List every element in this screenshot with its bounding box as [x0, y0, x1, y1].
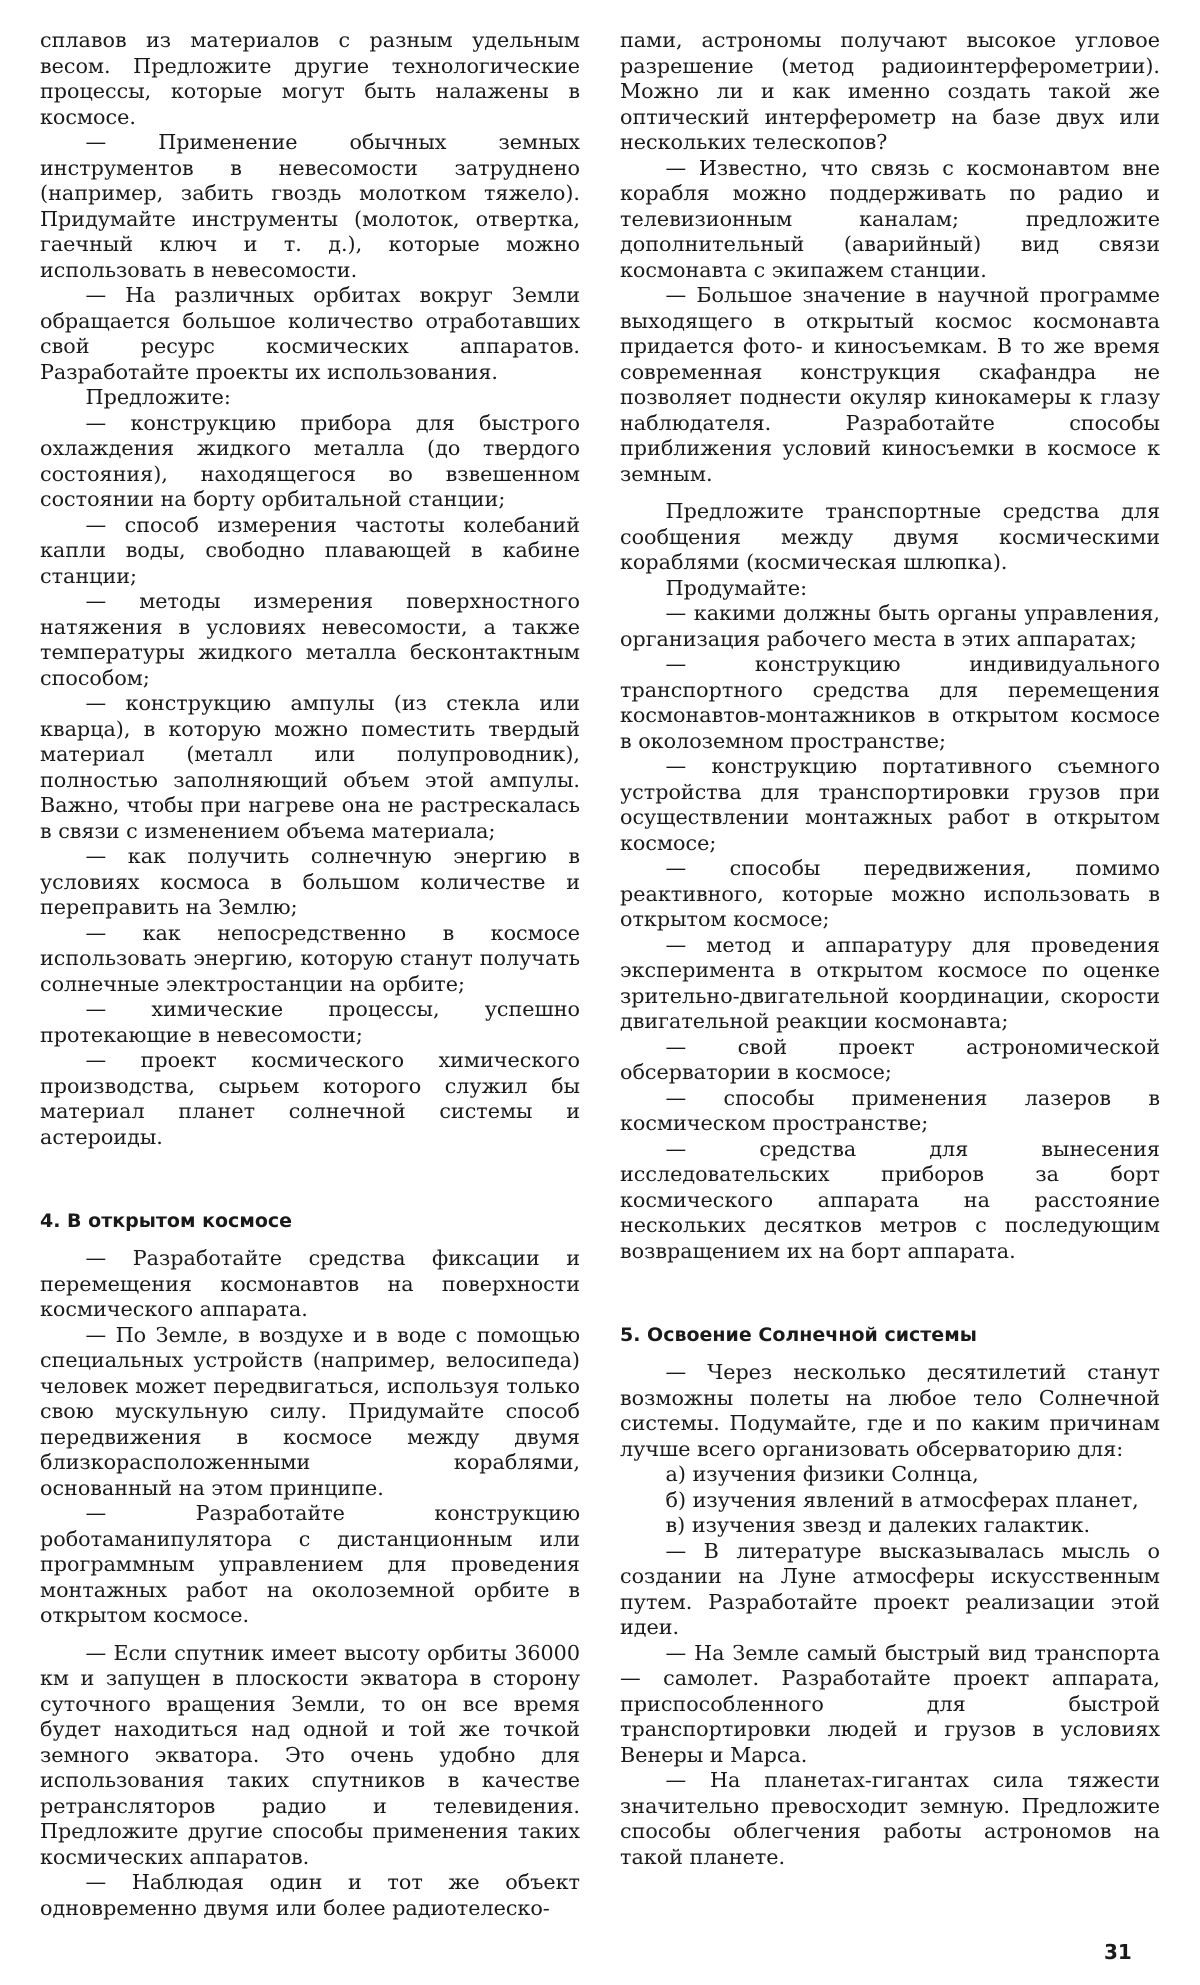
list-item: — свой проект астрономической обсерватории в космосе;: [620, 1034, 1160, 1084]
list-item: — как получить солнечную энергию в условиях космоса в большом количестве и переправить на Землю;: [40, 844, 580, 919]
paragraph-gap: [40, 1629, 580, 1641]
list-item: — способы применения лазеров в космическом пространстве;: [620, 1085, 1160, 1135]
list-item: — какими должны быть органы управления, организация рабочего места в этих аппаратах;: [620, 601, 1160, 651]
section-4-paragraph: — По Земле, в воздухе и в воде с помощью специальных устройств (например, велосипеда) человек может передвигаться, используя только свою мускульную силу. Придумайте способ передвижения в космосе между двумя близкорасположенными кораблями, основанный на этом принципе.: [40, 1322, 580, 1500]
propose-heading: Предложите:: [85, 385, 231, 409]
list-item: — конструкцию портативного съемного устройства для транспортировки грузов при осуществлении монтажных работ в открытом космосе;: [620, 754, 1160, 855]
section-5-intro: — Через несколько десятилетий станут возможны полеты на любое тело Солнечной системы. Подумайте, где и по каким причинам лучше всего организовать обсерваторию для:: [620, 1360, 1160, 1461]
intro-paragraph: сплавов из материалов с разным удельным весом. Предложите другие технологические процессы, которые могут быть налажены в космосе.: [40, 28, 580, 129]
list-item: — способ измерения частоты колебаний капли воды, свободно плавающей в кабине станции;: [40, 512, 580, 588]
list-item: — проект космического химического производства, сырьем которого служил бы материал планет солнечной системы и астероиды.: [40, 1048, 580, 1149]
paragraph-gap: [620, 487, 1160, 499]
left-column: [40, 28, 580, 1921]
list-item: — конструкцию ампулы (из стекла или кварца), в которую можно поместить твердый материал (металл или полупроводник), полностью заполняющий объем этой ампулы. Важно, чтобы при нагреве она не растрескалась в связи с изменением объема материала;: [40, 691, 580, 843]
section-5-paragraph: — На Земле самый быстрый вид транспорта — самолет. Разработайте проект аппарата, приспособленного для быстрой транспортировки людей и грузов в условиях Венеры и Марса.: [620, 1640, 1160, 1767]
list-item: — средства для вынесения исследовательских приборов за борт космического аппарата на расстояние нескольких десятков метров с последующим возвращением их на борт аппарата.: [620, 1136, 1160, 1263]
list-item: — как непосредственно в космосе использовать энергию, которую станут получать солнечные электростанции на орбите;: [40, 920, 580, 996]
paragraph: — Известно, что связь с космонавтом вне корабля можно поддерживать по радио и телевизионным каналам; предложите дополнительный (аварийный) вид связи космонавта с экипажем станции.: [620, 155, 1160, 282]
right-column: [620, 28, 1160, 1870]
section-5-heading: 5. Освоение Солнечной системы: [620, 1324, 977, 1346]
list-item: б) изучения явлений в атмосферах планет,: [665, 1487, 1139, 1512]
list-item: а) изучения физики Солнца,: [665, 1462, 979, 1486]
list-item: — способы передвижения, помимо реактивного, которые можно использовать в открытом космосе;: [620, 856, 1160, 931]
section-5-paragraph: — На планетах-гигантах сила тяжести значительно превосходит земную. Предложите способы облегчения работы астрономов на такой планете.: [620, 1768, 1160, 1869]
list-item: — химические процессы, успешно протекающие в невесомости;: [40, 997, 580, 1047]
continuation-paragraph: пами, астрономы получают высокое угловое разрешение (метод радиоинтерферометрии). Можно ли и как именно создать такой же оптический интерферометр на базе двух или нескольких телескопов?: [620, 28, 1160, 154]
tools-paragraph: — Применение обычных земных инструментов в невесомости затруднено (например, забить гвоздь молотком тяжело). Придумайте инструменты (молоток, отвертка, гаечный ключ и т. д.), которые можно использовать в невесомости.: [40, 130, 580, 282]
orbits-paragraph: — На различных орбитах вокруг Земли обращается большое количество отработавших свой ресурс космических аппаратов. Разработайте проекты их использования.: [40, 283, 580, 384]
list-item: — конструкцию прибора для быстрого охлаждения жидкого металла (до твердого состояния), находящегося во взвешенном состоянии на борту орбитальной станции;: [40, 410, 580, 511]
think-heading: Продумайте:: [665, 575, 808, 600]
list-item: — метод и аппаратуру для проведения эксперимента в открытом космосе по оценке зрительно-двигательной координации, скорости двигательной реакции космонавта;: [620, 932, 1160, 1033]
section-5-paragraph: — В литературе высказывалась мысль о создании на Луне атмосферы искусственным путем. Разработайте проект реализации этой идеи.: [620, 1538, 1160, 1639]
paragraph: — Большое значение в научной программе выходящего в открытый космос космонавта придается фото- и киносъемкам. В то же время современная конструкция скафандра не позволяет поднести окуляр кинокамеры к глазу наблюдателя. Разработайте способы приближения условий киносъемки в космосе к земным.: [620, 283, 1160, 486]
list-item: — конструкцию индивидуального транспортного средства для перемещения космонавтов-монтажников в открытом космосе в околоземном пространстве;: [620, 652, 1160, 753]
list-item: — методы измерения поверхностного натяжения в условиях невесомости, а также температуры жидкого металла бесконтактным способом;: [40, 589, 580, 690]
section-4-paragraph: — Наблюдая один и тот же объект одновременно двумя или более радиотелеско-: [40, 1870, 580, 1920]
section-4-paragraph: — Разработайте конструкцию роботаманипулятора с дистанционным или программным управлением для проведения монтажных работ на околоземной орбите в открытом космосе.: [40, 1501, 580, 1627]
page-number: 31: [1104, 1940, 1132, 1964]
section-4-heading: 4. В открытом космосе: [40, 1210, 293, 1232]
section-4-paragraph: — Если спутник имеет высоту орбиты 36000 км и запущен в плоскости экватора в сторону суточного вращения Земли, то он все время будет находиться над одной и той же точкой земного экватора. Это очень удобно для использования таких спутников в качестве ретрансляторов радио и телевидения. Предложите другие способы применения таких космических аппаратов.: [40, 1640, 580, 1869]
list-item: в) изучения звезд и далеких галактик.: [665, 1513, 1091, 1537]
section-4-paragraph: — Разработайте средства фиксации и перемещения космонавтов на поверхности космического аппарата.: [40, 1246, 580, 1321]
paragraph: Предложите транспортные средства для сообщения между двумя космическими кораблями (космическая шлюпка).: [620, 499, 1160, 574]
